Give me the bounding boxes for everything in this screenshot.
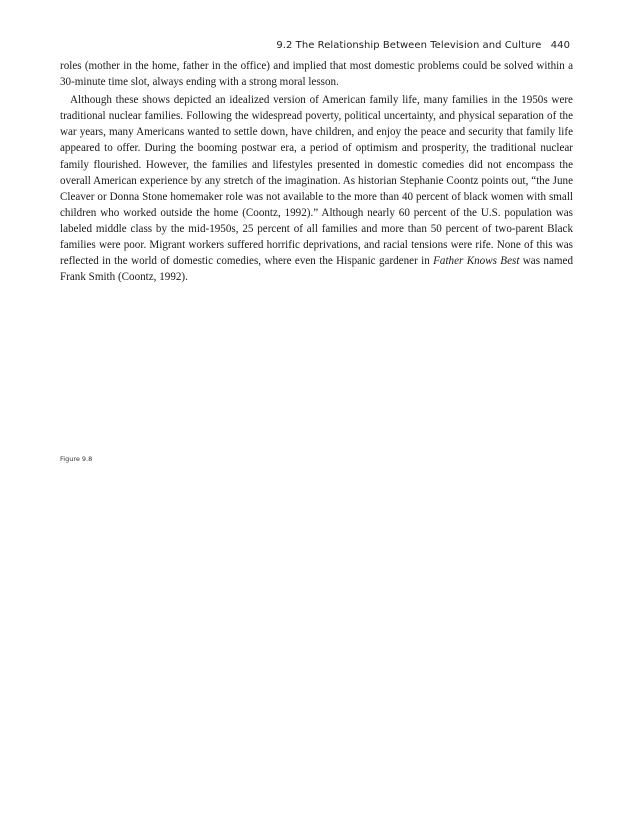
paragraph-1: roles (mother in the home, father in the office) and implied that most domestic problems could be solved within a 30-minute time slot, always ending with a strong moral lesson. [60,60,573,89]
paragraph-2-end: was named Frank Smith (Coontz, 1992). [60,255,573,284]
show-title-italic: Father Knows Best [433,255,520,268]
body-text [60,58,573,285]
figure-label: Figure 9.8 [60,455,93,463]
paragraph-2 [60,92,573,285]
running-title: 9.2 The Relationship Between Television and Culture [276,40,542,51]
paragraph-2-main: Although these shows depicted an idealized version of American family life, many families in the 1950s were traditional nuclear families. Following the widespread poverty, political uncertainty, and physical separation of the war years, many Americans wanted to settle down, have children, and enjoy the peace and security that family life appeared to offer. During the booming postwar era, a period of optimism and prosperity, the traditional nuclear family flourished. However, the families and lifestyles presented in domestic comedies did not encompass the overall American experience by any stretch of the imagination. As historian Stephanie Coontz points out, “the June Cleaver or Donna Stone homemaker role was not available to the more than 40 percent of black women with small children who worked outside the home (Coontz, 1992).” Although nearly 60 percent of the U.S. population was labeled middle class by the mid-1950s, 25 percent of all families and more than 50 percent of two-parent Black families were poor. Migrant workers suffered horrific deprivations, and racial tensions were rife. None of this was reflected in the world of domestic comedies, where even the Hispanic gardener in [60,94,573,268]
running-header [276,40,570,51]
page-number: 440 [550,40,570,51]
